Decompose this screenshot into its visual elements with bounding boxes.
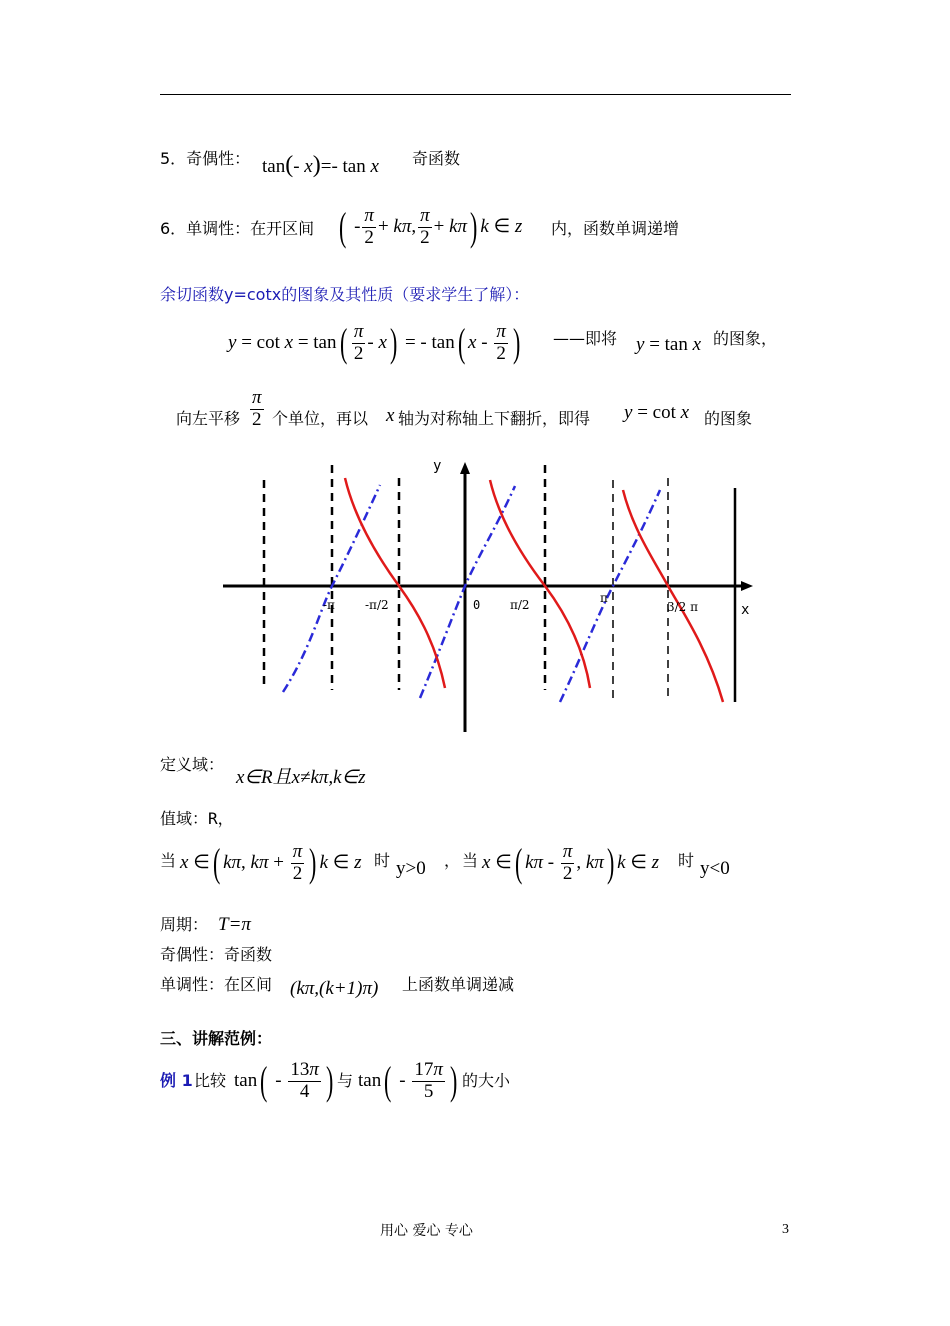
mono-label: 单调性：在区间 (160, 975, 273, 994)
parity-label: 奇偶性：奇函数 (160, 945, 273, 964)
sign-result-2: y<0 (700, 858, 730, 879)
shift-ref: y = cot x (624, 402, 690, 423)
tick-pi: π (600, 591, 608, 605)
domain-value: x∈R且x≠kπ,k∈z (236, 767, 366, 788)
x-axis-label: x (741, 602, 750, 618)
sign-time-2: 时 (678, 851, 695, 870)
sign-sep: ， (444, 851, 461, 870)
item-5-formula: tan(- x)=- tan x (262, 152, 379, 178)
example-1-text-2: 与 (337, 1071, 354, 1090)
shift-text-3: 轴为对称轴上下翻折，即得 (398, 409, 591, 428)
header-rule (160, 94, 791, 95)
item-6-formula: ( - $\frac{\pi}{2}$ + kπ, $\frac{\pi}{2}$ + kπ) k ∈ z (338, 204, 523, 250)
shift-var: x (386, 405, 395, 426)
shift-frac: $\frac{\pi}{2}$ (252, 387, 262, 430)
example-1-label: 例 1 (160, 1071, 193, 1090)
period-label: 周期： (160, 915, 209, 934)
tick-zero: 0 (473, 598, 481, 612)
footer-center: 用心 爱心 专心 (380, 1223, 473, 1239)
identity-suffix-2: 的图象， (713, 329, 778, 348)
cot-curves (345, 478, 723, 702)
mono-suffix: 上函数单调递减 (402, 975, 515, 994)
examples-heading: 三、讲解范例： (160, 1029, 273, 1048)
example-1-formula-1: tan( - $\frac{13\pi}{4}$ ) (234, 1058, 334, 1104)
item-5-label: 5．奇偶性： (160, 149, 251, 168)
shift-text-4: 的图象 (704, 409, 753, 428)
x-axis-arrow (741, 581, 753, 591)
item-5-suffix: 奇函数 (412, 149, 461, 168)
cot-identity: y = cot x = tan( $\frac{\pi}{2}$ - x) = - tan( x - $\frac{\pi}{2}$ ) (228, 320, 521, 366)
y-axis-label: y (433, 458, 442, 474)
page-number: 3 (782, 1222, 789, 1237)
cot-heading: 余切函数y=cotx的图象及其性质（要求学生了解）： (160, 285, 530, 304)
example-1-formula-2: tan( - $\frac{17\pi}{5}$ ) (358, 1058, 458, 1104)
shift-text-1: 向左平移 (176, 409, 241, 428)
sign-result-1: y>0 (396, 858, 426, 879)
example-1-text-1: 比较 (194, 1071, 227, 1090)
item-6-label: 6．单调性：在开区间 (160, 219, 315, 238)
domain-label: 定义域： (160, 755, 225, 774)
sign-when-1: 当 (160, 851, 177, 870)
identity-suffix-1: ——即将 (553, 329, 618, 348)
item-6-suffix: 内，函数单调递增 (551, 219, 680, 238)
sign-time-1: 时 (374, 851, 391, 870)
period-value: T=π (218, 914, 251, 935)
example-1-text-3: 的大小 (462, 1071, 511, 1090)
sign-interval-1: x ∈( kπ, kπ + $\frac{\pi}{2}$ ) k ∈ z (180, 840, 362, 886)
mono-interval: (kπ,(k+1)π) (290, 978, 379, 999)
y-axis-arrow (460, 462, 470, 474)
cot-tan-graph (215, 450, 760, 740)
tick-neg-pi: -π (323, 598, 335, 612)
identity-ref: y = tan x (636, 334, 702, 355)
shift-text-2: 个单位，再以 (272, 409, 369, 428)
tick-half-pi: π/2 (510, 598, 530, 612)
sign-interval-2: x ∈( kπ - $\frac{\pi}{2}$ , kπ) k ∈ z (482, 840, 660, 886)
range-label: 值域：R， (160, 809, 234, 828)
sign-when-2: 当 (462, 851, 479, 870)
tick-neg-half-pi: -π/2 (365, 598, 389, 612)
tick-three-half-pi: 3/2 π (667, 600, 699, 614)
